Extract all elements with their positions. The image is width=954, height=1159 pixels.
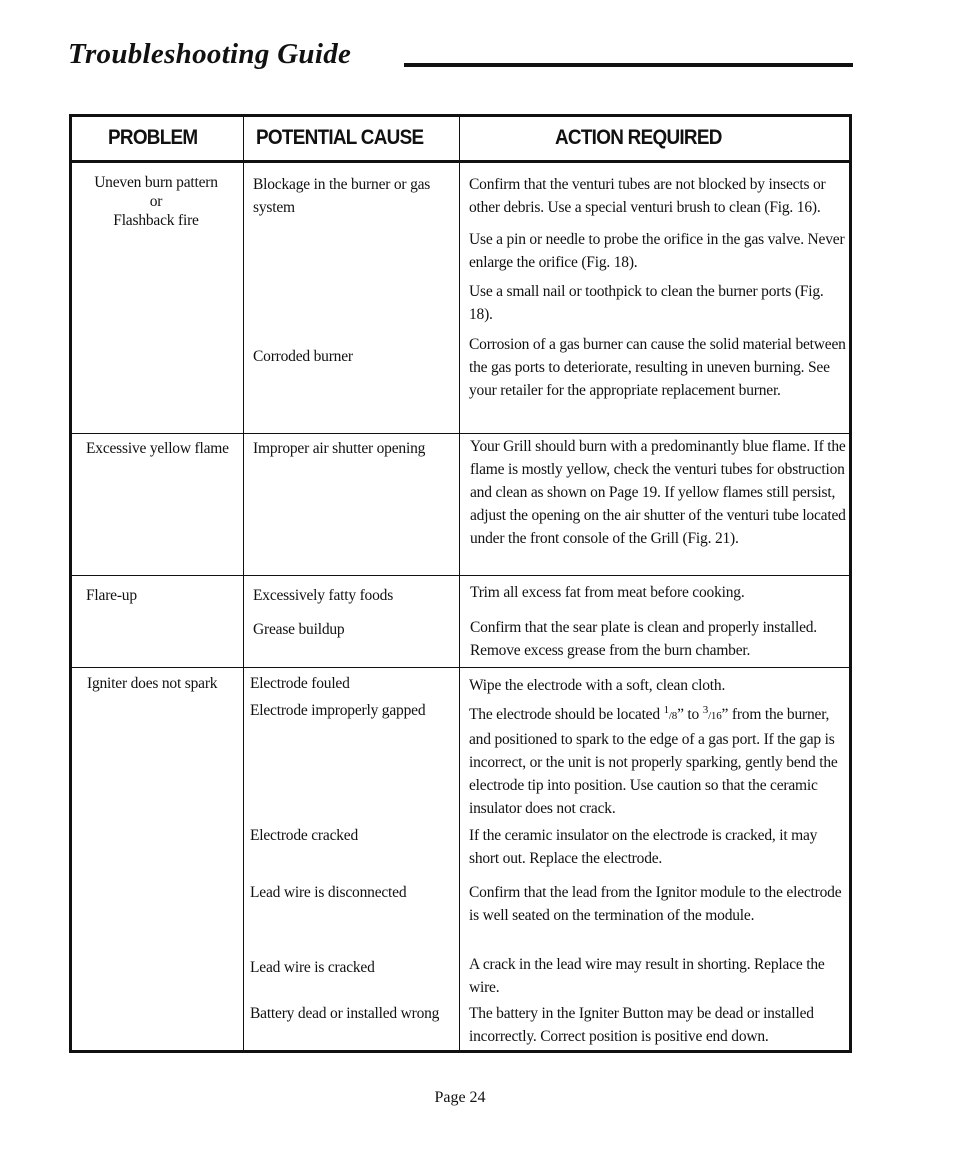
column-divider [243, 117, 244, 1050]
cause-text: Lead wire is cracked [250, 959, 375, 976]
action-text [469, 703, 847, 820]
problem-cell [86, 173, 226, 230]
cause-text: Electrode cracked [250, 827, 359, 844]
cause-text: Blockage in the burner or gas system [253, 176, 431, 216]
action-text-part: ” from the burner, and positioned to spark to the edge of a gas port. If the gap is incorrect, or the unit is not properly sparking, gently bend the electrode tip into position. Use caution so that the ceramic insulator does not crack. [469, 706, 838, 817]
page-label: Page 24 [434, 1089, 486, 1106]
header-potential-cause: POTENTIAL CAUSE [256, 126, 424, 149]
problem-text: or [149, 193, 163, 210]
page-title: Troubleshooting Guide [68, 38, 352, 70]
action-text: Your Grill should burn with a predominantly blue flame. If the flame is mostly yellow, check the venturi tubes for obstruction and clean as shown on Page 19. If yellow flames still persist, adjust the opening on the air shutter of the venturi tube located under the front console of the Grill (Fig. 21). [470, 438, 846, 547]
header-problem: PROBLEM [108, 126, 198, 149]
troubleshooting-table [69, 114, 852, 1053]
action-text: Use a small nail or toothpick to clean the burner ports (Fig. 18). [469, 283, 824, 323]
action-text-part: The electrode should be located [469, 706, 664, 723]
fraction-denominator: /8 [668, 710, 678, 722]
cause-text: Electrode improperly gapped [250, 702, 426, 719]
row-divider [72, 667, 849, 668]
column-divider [459, 117, 460, 1050]
cause-text: Grease buildup [253, 621, 345, 638]
fraction-numerator: 1 [663, 703, 669, 716]
header-rule [72, 160, 849, 163]
cause-text: Lead wire is disconnected [250, 884, 407, 901]
action-text: Wipe the electrode with a soft, clean cloth. [469, 677, 726, 694]
action-text: If the ceramic insulator on the electrode is cracked, it may short out. Replace the electrode. [469, 827, 818, 867]
action-text: Trim all excess fat from meat before cooking. [470, 584, 745, 601]
problem-text: Flare-up [86, 587, 137, 604]
cause-text: Corroded burner [253, 348, 353, 365]
title-rule [404, 63, 853, 67]
action-text: Use a pin or needle to probe the orifice in the gas valve. Never enlarge the orifice (Fig. 18). [469, 231, 845, 271]
cause-text: Battery dead or installed wrong [250, 1005, 440, 1022]
action-text: A crack in the lead wire may result in shorting. Replace the wire. [469, 956, 825, 996]
cause-text: Electrode fouled [250, 675, 350, 692]
cause-text: Improper air shutter opening [253, 440, 426, 457]
action-text: Confirm that the venturi tubes are not blocked by insects or other debris. Use a special venturi brush to clean (Fig. 16). [469, 176, 826, 216]
action-text: The battery in the Igniter Button may be dead or installed incorrectly. Correct position is positive end down. [469, 1005, 814, 1045]
fraction-numerator: 3 [702, 703, 709, 716]
action-text: Corrosion of a gas burner can cause the solid material between the gas ports to deteriorate, resulting in uneven burning. See your retailer for the appropriate replacement burner. [469, 336, 846, 399]
page-number [0, 1089, 954, 1107]
action-text: Confirm that the sear plate is clean and properly installed. Remove excess grease from the burn chamber. [470, 619, 817, 659]
row-divider [72, 575, 849, 576]
problem-text: Uneven burn pattern [94, 174, 218, 191]
fraction-denominator: /16 [708, 710, 722, 722]
header-action-required: ACTION REQUIRED [555, 126, 722, 149]
action-text-part: ” to [677, 706, 703, 723]
action-text: Confirm that the lead from the Ignitor module to the electrode is well seated on the termination of the module. [469, 884, 842, 924]
problem-text: Flashback fire [113, 212, 199, 229]
problem-text: Excessive yellow flame [86, 440, 229, 457]
row-divider [72, 433, 849, 434]
problem-text: Igniter does not spark [87, 675, 218, 692]
cause-text: Excessively fatty foods [253, 587, 394, 604]
